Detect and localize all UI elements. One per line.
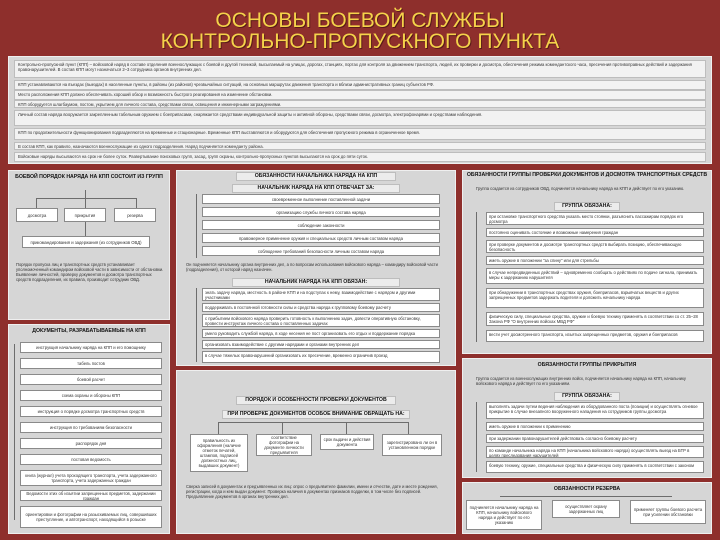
doc-item-10: Ведомости этих об изъятии запрещенных предметов, задержании граждан xyxy=(20,490,162,501)
cover-intro: Группа создается из военнослужащих внутренних войск, подчиняется начальнику наряда на КПП, начальнику войскового наряда и действует по его указаниям. xyxy=(476,376,686,386)
doc-item-3: боевой расчет xyxy=(20,374,162,385)
doc-item-7: распорядок дня xyxy=(20,438,162,449)
inspection-spine xyxy=(476,212,477,342)
reserve-item-2: осуществляет охрану задержанных лиц xyxy=(552,500,620,518)
title-line-1: ОСНОВЫ БОЕВОЙ СЛУЖБЫ xyxy=(215,9,505,32)
checkdocs-leg-3 xyxy=(346,422,347,434)
reserve-item-3: применяет группы боевого расчета при усилении обстановки xyxy=(630,500,706,524)
inspection-title: ОБЯЗАННОСТИ ГРУППЫ ПРОВЕРКИ ДОКУМЕНТОВ И ДОСМОТРА ТРАНСПОРТНЫХ СРЕДСТВ xyxy=(466,172,708,178)
checkdocs-item-3: срок выдачи и действия документа xyxy=(320,434,374,450)
chief-must-2: организацию службы личного состава наряда xyxy=(202,207,440,217)
composition-stem-3 xyxy=(136,198,137,208)
chief-must-4: правомерное применение оружия и специальных средств личным составом наряда xyxy=(202,233,440,243)
inspection-item-4: иметь оружие в положении "за спину" или для стрельбы xyxy=(486,256,704,265)
checkdocs-item-4: зарегистрировано ли он в установленном порядке xyxy=(382,434,442,456)
doc-item-6: инструкция по требованиям безопасности xyxy=(20,422,162,433)
reserve-bar xyxy=(500,496,672,497)
intro-rule-7: В состав КПП, как правило, назначаются военнослужащие из одного подразделения. Наряд подчиняется коменданту района. xyxy=(14,142,706,150)
chief-must-spine xyxy=(196,194,197,258)
intro-rule-1: Контрольно-пропускной пункт (КПП) – войсковой наряд в составе отделения военнослужащих с боевой и другой техникой, высылаемый на улицах, дорогах, станциях, портах для контроля за движением транспорта, людей, их проверки и досмотра, обеспечения режима комендантского часа, пресечения противоправных действий и задержания правонарушителей. В состав КПП могут назначаться 2–3 сотрудника органов внутренних дел. xyxy=(14,60,706,78)
doc-item-8: постовая ведомость xyxy=(20,454,162,465)
reserve-title: ОБЯЗАННОСТИ РЕЗЕРВА xyxy=(553,486,621,492)
intro-rule-8: Войсковые наряды высылаются на срок не более суток. Развертывание поисковых групп, засад, групп охраны, контрольно-пропускных пунктов высылаются на срок до пяти суток. xyxy=(14,152,706,162)
page-title xyxy=(0,10,720,52)
docs-title: ДОКУМЕНТЫ, РАЗРАБАТЫВАЕМЫЕ НА КПП xyxy=(32,328,146,334)
cover-item-5: боевую технику, оружие, специальные средства и физическую силу применять в соответствии с законом xyxy=(486,461,704,473)
composition-stem-2 xyxy=(85,190,86,208)
chief-duty-4: умело руководить службой наряда, в ходе несения не пост организовать его отдых и поддержание порядка xyxy=(202,329,440,338)
docs-spine xyxy=(14,344,15,520)
doc-item-2: табель постов xyxy=(20,358,162,369)
chief-duty-5: организовать взаимодействие с другими нарядами и органами внутренних дел xyxy=(202,340,440,349)
cover-item-1: выполнять задачи путем ведения наблюдения из оборудованного поста (позиции) и осуществлять огневое прикрытие в случае внезапного вооруженного нападения на сотрудников группы досмотра xyxy=(486,402,704,419)
intro-rule-6: КПП по продолжительности функционирования подразделяются на временные и стационарные. Временные КПП выставляются и оборудуются для обеспечения пропускного режима в ограниченное время. xyxy=(14,128,706,140)
inspection-item-2: постоянно оценивать состояние и возможные намерения граждан xyxy=(486,228,704,237)
reserve-item-1: подчиняется начальнику наряда на КПП, начальнику войскового наряда и действует по его указанию xyxy=(466,500,542,530)
inspection-item-3: при проверке документов и досмотре транспортных средств выбирать позицию, обеспечивающую безопасность xyxy=(486,240,704,253)
composition-stem-1 xyxy=(36,198,37,208)
chief-duty-3: с прибытием войскового наряда проверить готовность к выполнению задач, довести оперативную обстановку, провести инструктаж личного состава о поставленных задачах xyxy=(202,314,440,327)
checkdocs-leg-4 xyxy=(408,422,409,434)
inspection-item-5: в случае непредвиденных действий – одновременно сообщать о действиях по подаче сигнала, принимать меры к задержанию нарушителя xyxy=(486,268,704,284)
intro-rule-5: Личный состав наряда вооружается закрепленным табельным оружием с боеприпасами, снаряжается средствами индивидуальной защиты и активной обороны, средствами связи, досмотра, электрофонарями и средствами наблюдения. xyxy=(14,110,706,126)
chief-duty-1: знать задачу наряда, местность в районе КПП и на подступах к нему, взаимодействие с нарядом и другими участниками xyxy=(202,288,440,301)
chief-middle-note: Он подчиняется начальнику органа внутренних дел, а по вопросам использования войскового наряда – командиру войсковой части (подразделения), от которой наряд назначен. xyxy=(186,262,438,272)
chief-must-1: своевременное выполнение поставленной задачи xyxy=(202,194,440,204)
checkdocs-leg-1 xyxy=(218,422,219,434)
cover-spine xyxy=(476,402,477,472)
group-cover: прикрытия xyxy=(64,208,106,222)
inspection-item-1: при остановке транспортного средства указать место стоянки, разъяснить пассажирам порядок его досмотра xyxy=(486,212,704,225)
doc-item-9: книга (журнал) учета проходящего транспорта, учета задержанного транспорта, учета задержанных граждан xyxy=(20,470,162,486)
doc-item-5: инструкция о порядке досмотра транспортных средств xyxy=(20,406,162,417)
checkdocs-sub: ПРИ ПРОВЕРКЕ ДОКУМЕНТОВ ОСОБОЕ ВНИМАНИЕ ОБРАЩАТЬ НА: xyxy=(222,410,410,419)
doc-item-1: инструкция начальнику наряда на КПП и его помощнику xyxy=(20,342,162,353)
doc-item-11: ориентировки и фотографии на разыскиваемых лиц, совершивших преступление, и автотранспорт, находящийся в розыске xyxy=(20,506,162,528)
group-inspection: досмотра xyxy=(16,208,58,222)
group-attached: прикомандирования и задержания (из сотрудников ОВД) xyxy=(22,236,150,248)
checkdocs-note: Сверка записей в документах и предъявленных их лиц: опрос о предъявителе фамилии, имени и отчестве, дате и месте рождения, регистрации, когда и кем выдан документ. Проверка наличия в документах признаков подделки, в том числе без подписей. Предъявление документов в органах внутренних дел. xyxy=(186,484,438,499)
checkdocs-item-2: соответствие фотографии на документе личности предъявителя xyxy=(256,434,312,456)
inspection-item-6: при обнаружении в транспортных средствах оружия, боеприпасов, взрывчатых веществ и других запрещенных предметов задержать водителя и доложить начальнику наряда xyxy=(486,288,704,308)
checkdocs-leg-2 xyxy=(282,422,283,434)
cover-item-2: иметь оружие в положении к применению xyxy=(486,422,704,431)
cover-item-4: по команде начальника наряда на КПП (начальника войскового наряда) осуществлять выезд на БТР в целях преследования нарушителей xyxy=(486,446,704,458)
checkdocs-bar xyxy=(218,422,408,423)
checkdocs-title: ПОРЯДОК И ОСОБЕННОСТИ ПРОВЕРКИ ДОКУМЕНТОВ xyxy=(236,396,396,405)
inspection-must-title: ГРУППА ОБЯЗАНА: xyxy=(554,202,620,211)
doc-item-4: схема охраны и обороны КПП xyxy=(20,390,162,401)
inspection-item-7: физическую силу, специальные средства, оружие и боевую технику применять в соответствии со ст. 25–28 Закона РФ "О внутренних войсках МВД РФ" xyxy=(486,312,704,326)
chief-must-5: соблюдение требований безопасности личным составом наряда xyxy=(202,246,440,256)
chief-duties-title: НАЧАЛЬНИК НАРЯДА НА КПП ОБЯЗАН: xyxy=(232,278,400,287)
chief-must-title: НАЧАЛЬНИК НАРЯДА НА КПП ОТВЕЧАЕТ ЗА: xyxy=(232,184,400,193)
cover-title: ОБЯЗАННОСТИ ГРУППЫ ПРИКРЫТИЯ xyxy=(537,362,637,368)
checkdocs-item-1: правильность их оформления (наличие отметок печатей, штампов, подписей должностных лиц, выдавших документ) xyxy=(190,434,248,472)
chief-duty-6: в случае тяжелых правонарушений организовать их пресечение, временно ограничив проезд xyxy=(202,351,440,363)
intro-rule-3: Место расположения КПП должно обеспечивать хороший обзор и возможность быстрого реагирования на изменение обстановки. xyxy=(14,90,706,100)
chief-duty-2: поддерживать в постоянной готовности силы и средства наряда к групповому боевому расчету xyxy=(202,303,440,312)
inspection-item-8: вести учет досмотренного транспорта, изъятых запрещенных предметов, оружия и боеприпасов xyxy=(486,330,704,342)
composition-note: Порядок пропуска лиц и транспортных средств устанавливает уполномоченный командиром войсковой части в зависимости от обстановки. Выявление личностей, проверку документов и досмотра транспортных средств подразделения, их правила, производит сотрудник ОВД. xyxy=(16,262,164,282)
cover-must-title: ГРУППА ОБЯЗАНА: xyxy=(554,392,620,401)
chief-must-3: соблюдение законности xyxy=(202,220,440,230)
chief-duties-spine xyxy=(196,288,197,362)
inspection-intro: Группа создается из сотрудников ОВД, подчиняется начальнику наряда на КПП и действует по его указанию. xyxy=(476,186,685,191)
title-line-2: КОНТРОЛЬНО-ПРОПУСКНОГО ПУНКТА xyxy=(160,30,560,53)
group-reserve: резерва xyxy=(114,208,156,222)
intro-rule-2: КПП устанавливаются на въездах (выездах) в населенные пункты, в районы (из районов) чрезвычайных ситуаций, на основных маршрутах движения транспорта и вблизи административных границ субъектов РФ. xyxy=(14,80,706,90)
composition-stem-4 xyxy=(85,222,86,236)
composition-connector xyxy=(36,198,136,199)
composition-title: БОЕВОЙ ПОРЯДОК НАРЯДА НА КПП СОСТОИТ ИЗ ГРУПП xyxy=(15,174,163,180)
cover-item-3: при задержании правонарушителей действовать согласно боевому расчету xyxy=(486,434,704,443)
chief-title: ОБЯЗАННОСТИ НАЧАЛЬНИКА НАРЯДА НА КПП xyxy=(236,172,396,181)
intro-rule-4: КПП оборудуется шлагбаумом, постом, укрытием для личного состава, средствами связи, освещения и инженерными заграждениями. xyxy=(14,100,706,108)
